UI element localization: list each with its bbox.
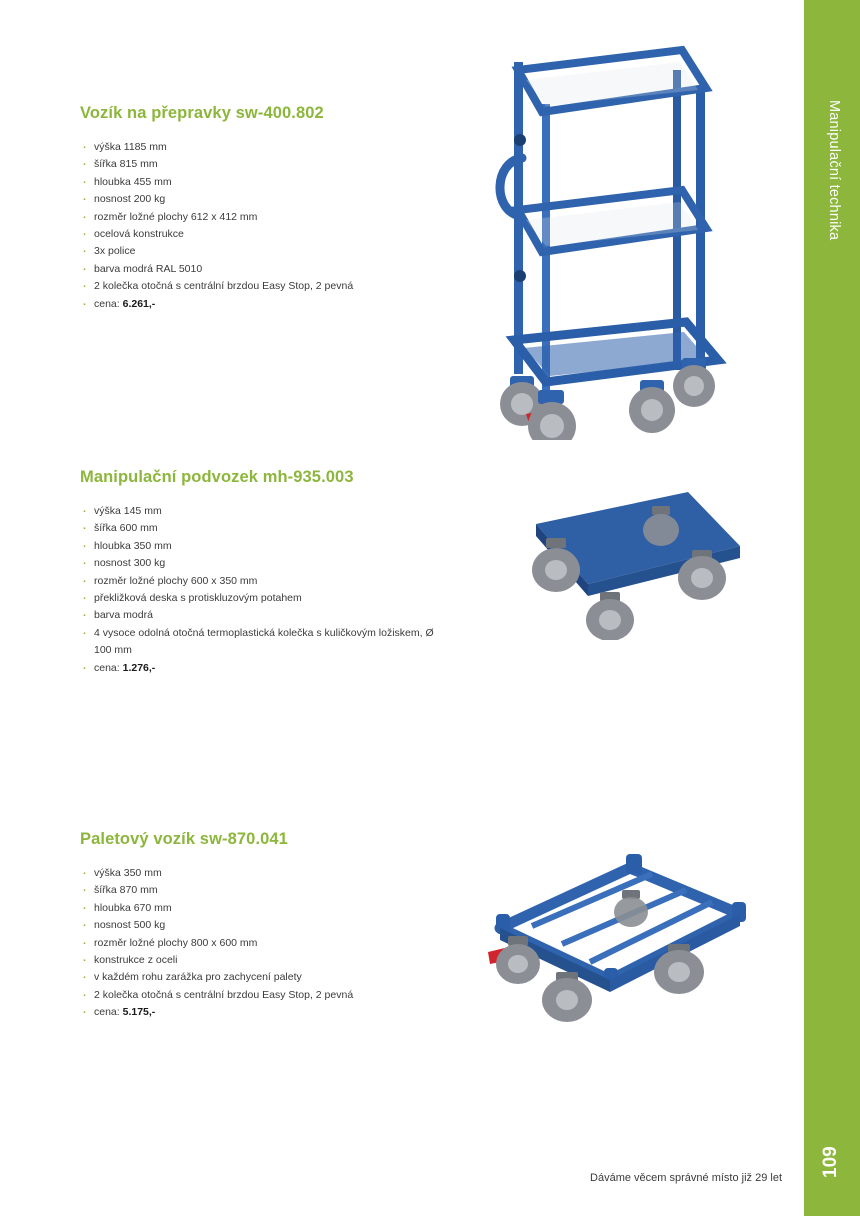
list-item: · výška 145 mm bbox=[80, 503, 440, 520]
product-title: Manipulační podvozek mh-935.003 bbox=[80, 468, 354, 486]
list-item: · rozměr ložné plochy 800 x 600 mm bbox=[80, 935, 440, 952]
list-item: · výška 1185 mm bbox=[80, 139, 440, 156]
platform-dolly-photo bbox=[440, 480, 770, 640]
list-item: · rozměr ložné plochy 600 x 350 mm bbox=[80, 573, 440, 590]
price-label: cena: bbox=[94, 661, 123, 674]
shelf-trolley-illustration bbox=[460, 40, 770, 440]
list-item: · 2 kolečka otočná s centrální brzdou Easy Stop, 2 pevná bbox=[80, 278, 440, 295]
list-item: · hloubka 350 mm bbox=[80, 538, 440, 555]
product-title: Vozík na přepravky sw-400.802 bbox=[80, 104, 324, 122]
pallet-dolly-illustration bbox=[440, 840, 770, 1030]
product-block-3 bbox=[80, 830, 440, 1022]
price-value: 1.276,- bbox=[122, 661, 156, 674]
section-side-tab bbox=[804, 0, 860, 1216]
product-block-1 bbox=[80, 104, 440, 313]
list-item: · rozměr ložné plochy 612 x 412 mm bbox=[80, 209, 440, 226]
list-item: · šířka 870 mm bbox=[80, 882, 440, 899]
product-spec-list bbox=[80, 865, 440, 1022]
list-item: · šířka 600 mm bbox=[80, 520, 440, 537]
product-spec-list bbox=[80, 139, 440, 313]
list-item: · nosnost 200 kg bbox=[80, 191, 440, 208]
side-tab-label: Manipulační technika bbox=[826, 100, 842, 241]
list-item: · 3x police bbox=[80, 243, 440, 260]
pallet-dolly-photo bbox=[440, 840, 770, 1030]
list-item: · hloubka 670 mm bbox=[80, 900, 440, 917]
product-spec-list bbox=[80, 503, 440, 677]
list-item: · barva modrá bbox=[80, 607, 440, 624]
platform-dolly-illustration bbox=[440, 480, 770, 640]
list-item: · 2 kolečka otočná s centrální brzdou Easy Stop, 2 pevná bbox=[80, 987, 440, 1004]
list-item: · výška 350 mm bbox=[80, 865, 440, 882]
price-label: cena: bbox=[94, 1006, 123, 1019]
list-item: · nosnost 500 kg bbox=[80, 917, 440, 934]
list-item: · překližková deska s protiskluzovým potahem bbox=[80, 590, 440, 607]
list-item: · barva modrá RAL 5010 bbox=[80, 261, 440, 278]
list-item: · konstrukce z oceli bbox=[80, 952, 440, 969]
price-value: 6.261,- bbox=[122, 297, 156, 310]
price-item bbox=[80, 296, 440, 313]
price-item bbox=[80, 1004, 440, 1021]
shelf-trolley-photo bbox=[460, 40, 770, 440]
price-label: cena: bbox=[94, 297, 123, 310]
list-item: · nosnost 300 kg bbox=[80, 555, 440, 572]
price-item bbox=[80, 660, 440, 677]
product-title: Paletový vozík sw-870.041 bbox=[80, 830, 288, 848]
list-item: · v každém rohu zarážka pro zachycení palety bbox=[80, 969, 440, 986]
list-item: · šířka 815 mm bbox=[80, 156, 440, 173]
page-number: 109 bbox=[820, 1146, 841, 1178]
product-block-2 bbox=[80, 468, 440, 677]
list-item: · 4 vysoce odolná otočná termoplastická kolečka s kuličkovým ložiskem, Ø 100 mm bbox=[80, 625, 440, 660]
price-value: 5.175,- bbox=[122, 1006, 156, 1019]
footer-slogan: Dáváme věcem správné místo již 29 let bbox=[590, 1172, 782, 1184]
list-item: · hloubka 455 mm bbox=[80, 174, 440, 191]
list-item: · ocelová konstrukce bbox=[80, 226, 440, 243]
